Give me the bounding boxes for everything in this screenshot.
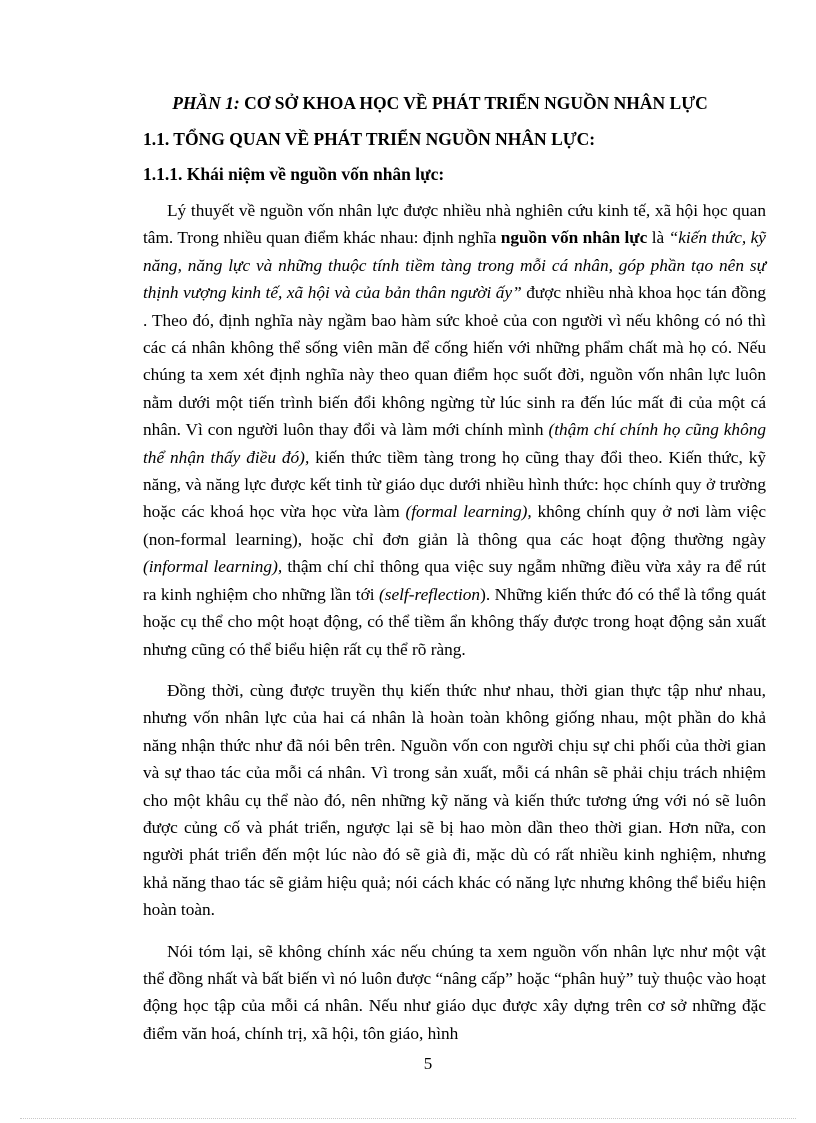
p1-text-1: Lý thuyết về nguồn vốn nhân lực được nhiều nhà nghiên cứu kinh tế, xã hội học quan tâm. Trong nhiều quan điểm khác nhau: định nghĩa (143, 201, 766, 248)
p1-text-6: thậm chí chỉ thông qua việc suy ngẫm những điều vừa xảy ra để rút ra kinh nghiệm cho những lần tới (143, 557, 767, 604)
p1-text-2: là (647, 228, 669, 248)
paragraph-2: Đồng thời, cùng được truyền thụ kiến thức như nhau, thời gian thực tập như nhau, nhưng vốn nhân lực của hai cá nhân là hoàn toàn không giống nhau, một phần do khả năng nhận thức như đã nói bên trên. Nguồn vốn con người chịu sự chi phối của thời gian và sự thao tác của mỗi cá nhân. Vì trong sản xuất, mỗi cá nhân sẽ phải chịu trách nhiệm cho một khâu cụ thể nào đó, nên những kỹ năng và kiến thức tương ứng với nó sẽ luôn được củng cố và phát triển, ngược lại sẽ bị hao mòn dần theo thời gian. Hơn nữa, con người phát triển đến một lúc nào đó sẽ già đi, mặc dù có rất nhiều kinh nghiệm, nhưng khả năng thao tác sẽ giảm hiệu quả; nói cách khác có năng lực nhưng không thể biểu hiện hoàn toàn. (143, 680, 766, 920)
p1-self-reflection: (self-reflection (378, 584, 481, 604)
paragraph-1 (143, 197, 766, 663)
part-title: CƠ SỞ KHOA HỌC VỀ PHÁT TRIỂN NGUỒN NHÂN LỰC (239, 93, 708, 113)
page-bottom-rule (20, 1118, 796, 1119)
p1-formal-learning: (formal learning), (405, 502, 532, 522)
p1-text-5: không chính quy ở nơi làm việc (non-formal learning), hoặc chỉ đơn giản là thông qua các hoạt động thường ngày (143, 502, 766, 549)
paragraph-3: Nói tóm lại, sẽ không chính xác nếu chúng ta xem nguồn vốn nhân lực như một vật thể đồng nhất và bất biến vì nó luôn được “nâng cấp” hoặc “phân huỷ” tuỳ thuộc vào hoạt động học tập của mỗi cá nhân. Nếu như giáo dục được xây dựng trên cơ sở những đặc điểm văn hoá, chính trị, xã hội, tôn giáo, hình (143, 941, 766, 1043)
p1-text-7: ). Những kiến thức đó có thể là tổng quát hoặc cụ thể cho một hoạt động, có thể tiềm ẩn không thấy được trong hoạt động sản xuất nhưng cũng có thể biểu hiện rất cụ thể rõ ràng. (143, 584, 766, 659)
part-heading (100, 93, 780, 114)
body-text (143, 197, 766, 1061)
section-heading: 1.1. TỔNG QUAN VỀ PHÁT TRIỂN NGUỒN NHÂN LỰC: (143, 129, 596, 149)
p1-definition-quote: “kiến thức, kỹ năng, năng lực và những thuộc tính tiềm tàng trong mỗi cá nhân, góp phần tạo nên sự thịnh vượng kinh tế, xã hội và của bản thân người ấy” (143, 228, 766, 303)
p1-informal-learning: (informal learning), (143, 557, 283, 577)
part-label: PHẦN 1: (172, 93, 240, 113)
p1-text-3: được nhiều nhà khoa học tán đồng . Theo đó, định nghĩa này ngầm bao hàm sức khoẻ của con người vì nếu không có nó thì các cá nhân không thể sống viên mãn để cống hiến với những phẩm chất mà họ có. Nếu chúng ta xem xét định nghĩa này theo quan điểm học suốt đời, nguồn vốn nhân lực luôn nằm dưới một tiến trình biến đổi không ngừng từ lúc sinh ra đến lúc mất đi của một cá nhân. Vì con người luôn thay đổi và làm mới chính mình (143, 283, 766, 440)
subsection-heading: 1.1.1. Khái niệm về nguồn vốn nhân lực: (143, 164, 445, 184)
p1-term-bold: nguồn vốn nhân lực (500, 228, 648, 248)
p1-aside: (thậm chí chính họ cũng không thể nhận thấy điều đó), (143, 420, 766, 467)
page-number: 5 (423, 1054, 433, 1073)
p1-text-4: kiến thức tiềm tàng trong họ cũng thay đổi theo. Kiến thức, kỹ năng, và năng lực được kết tinh từ giáo dục dưới nhiều hình thức: học chính quy ở trường hoặc các khoá học vừa học vừa làm (143, 447, 766, 522)
